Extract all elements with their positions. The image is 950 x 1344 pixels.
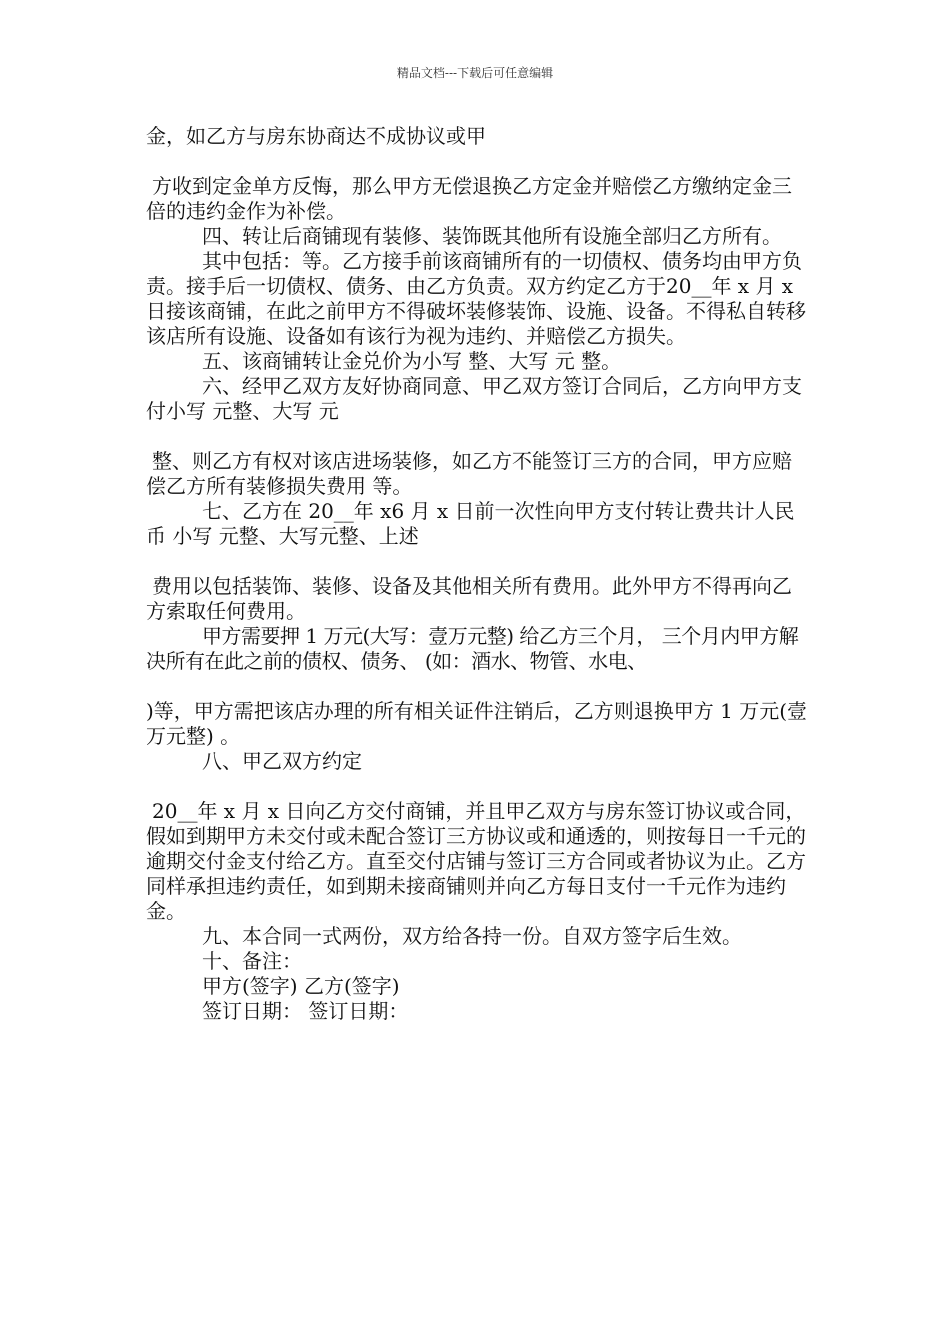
clause-7-continued: 费用以包括装饰、装修、设备及其他相关所有费用。此外甲方不得再向乙方索取任何费用。 — [146, 574, 792, 623]
clause-9: 九、本合同一式两份，双方给各持一份。自双方签字后生效。 — [202, 924, 742, 948]
spacer — [146, 549, 810, 574]
paragraph-1: 金，如乙方与房东协商达不成协议或甲 — [146, 124, 486, 148]
document-body — [146, 124, 810, 1024]
clause-10: 十、备注： — [202, 949, 302, 973]
deposit-paragraph: 甲方需要押 1 万元(大写：壹万元整) 给乙方三个月， 三个月内甲方解决所有在此之前的债权、债务、 (如：酒水、物管、水电、 — [146, 624, 799, 673]
page-header: 精品文档---下载后可任意编辑 — [396, 66, 554, 80]
spacer — [146, 674, 810, 699]
clause-7: 七、乙方在 20__年 x6 月 x 日前一次性向甲方支付转让费共计人民币 小写 元整、大写元整、上述 — [146, 499, 795, 548]
signing-date-line: 签订日期： 签订日期： — [202, 999, 409, 1023]
clause-5: 五、该商铺转让金兑价为小写 整、大写 元 整。 — [202, 349, 622, 373]
clause-8-details: 20__年 x 月 x 日向乙方交付商铺，并且甲乙双方与房东签订协议或合同，假如到期甲方未交付或未配合签订三方协议或和通透的，则按每日一千元的逾期交付金支付给乙方。直至交付店铺与签订三方合同或者协议为止。乙方同样承担违约责任，如到期未接商铺则并向乙方每日支付一千元作为违约金。 — [146, 799, 806, 923]
spacer — [146, 424, 810, 449]
clause-4: 四、转让后商铺现有装修、装饰既其他所有设施全部归乙方所有。 — [202, 224, 782, 248]
deposit-continued: )等，甲方需把该店办理的所有相关证件注销后，乙方则退换甲方 1 万元(壹万元整) 。 — [146, 699, 808, 748]
paragraph-2: 方收到定金单方反悔，那么甲方无偿退换乙方定金并赔偿乙方缴纳定金三倍的违约金作为补偿。 — [146, 174, 792, 223]
clause-4-details: 其中包括：等。乙方接手前该商铺所有的一切债权、债务均由甲方负责。接手后一切债权、债务、由乙方负责。双方约定乙方于20__年 x 月 x 日接该商铺，在此之前甲方不得破坏装修装饰、设施、设备。不得私自转移该店所有设施、设备如有该行为视为违约、并赔偿乙方损失。 — [146, 249, 806, 348]
signature-line: 甲方(签字) 乙方(签字) — [202, 974, 400, 998]
clause-8: 八、甲乙双方约定 — [202, 749, 362, 773]
clause-6-continued: 整、则乙方有权对该店进场装修，如乙方不能签订三方的合同，甲方应赔偿乙方所有装修损失费用 等。 — [146, 449, 792, 498]
spacer — [146, 149, 810, 174]
clause-6: 六、经甲乙双方友好协商同意、甲乙双方签订合同后，乙方向甲方支付小写 元整、大写 元 — [146, 374, 802, 423]
spacer — [146, 774, 810, 799]
